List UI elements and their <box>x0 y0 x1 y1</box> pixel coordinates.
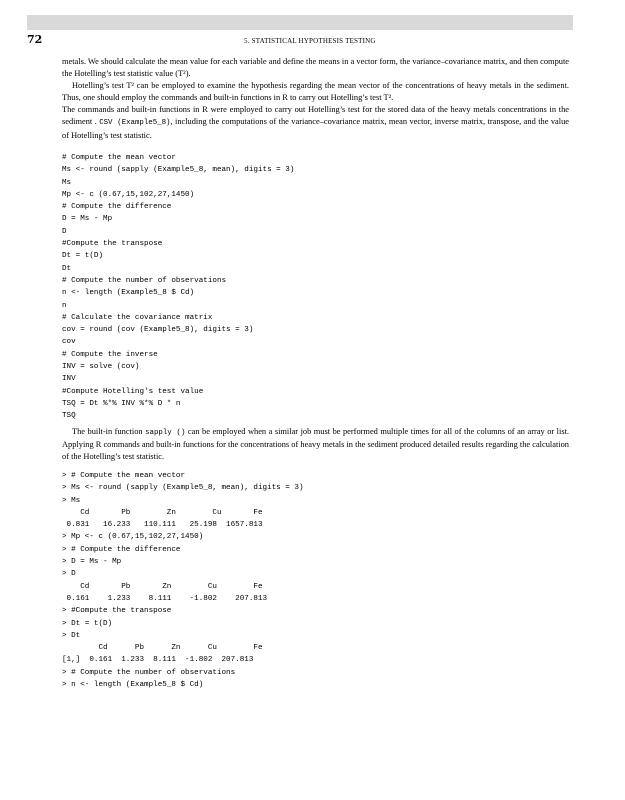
code-line: D <box>62 227 67 236</box>
page-number: 72 <box>27 33 43 46</box>
code-line: # Compute the inverse <box>62 350 158 359</box>
code-line: 0.831 16.233 110.111 25.198 1657.813 <box>62 521 263 530</box>
paragraph-3-text-b: , including the computations of the variance–covariance matrix, mean vector, inverse matrix, transpose, and the value of Hotelling’s test statistic. <box>62 117 569 140</box>
code-line: > # Compute the difference <box>62 545 181 554</box>
body-text-top <box>62 56 569 142</box>
code-line: Mp <- c (0.67,15,102,27,1450) <box>62 190 195 199</box>
code-line: Cd Pb Zn Cu Fe <box>62 582 263 591</box>
code-line: Dt = t(D) <box>62 252 104 261</box>
paragraph-2: Hotelling’s test T² can be employed to examine the hypothesis regarding the mean vector of the concentrations of heavy metals in the sediment. Thus, one should employ the commands and built-in functions in R to carry out Hotelling’s test T². <box>62 81 569 103</box>
code-line: INV <box>62 375 76 384</box>
code-block-2 <box>62 470 304 691</box>
code-line: # Compute the difference <box>62 203 172 212</box>
paragraph-3 <box>62 104 569 141</box>
paragraph-4 <box>62 426 569 463</box>
code-line: TSQ = Dt %*% INV %*% D * n <box>62 399 181 408</box>
code-line: [1,] 0.161 1.233 8.111 -1.802 207.813 <box>62 656 254 665</box>
paragraph-4-inline-code: sapply () <box>145 429 186 437</box>
code-line: > n <- length (Example5_8 $ Cd) <box>62 681 204 690</box>
code-line: #Compute Hotelling's test value <box>62 387 204 396</box>
paragraph-4-text-b: can be employed when a similar job must be performed multiple times for all of the columns of an array or list. Applying R commands and built-in functions for the concentrations of heavy metals in the sediment produced detailed results regarding the calculation of the Hotelling’s test statistic. <box>62 427 570 462</box>
code-line: > # Compute the mean vector <box>62 472 186 480</box>
paragraph-4-text-a: The built-in function <box>72 427 143 436</box>
paragraph-3-text-a: The commands and built-in functions in R were employed to carry out Hotelling’s test for the stored data of the heavy metals concentrations in the sediment . <box>62 105 569 127</box>
code-line: Ms <- round (sapply (Example5_8, mean), digits = 3) <box>62 166 295 175</box>
code-line: #Compute the transpose <box>62 240 163 249</box>
code-line: cov = round (cov (Example5_8), digits = 3) <box>62 326 254 335</box>
header-bar <box>27 15 573 30</box>
code-line: > Mp <- c (0.67,15,102,27,1450) <box>62 533 204 542</box>
code-line: # Calculate the covariance matrix <box>62 313 213 322</box>
code-line: # Compute the number of observations <box>62 276 227 285</box>
paragraph-1: metals. We should calculate the mean value for each variable and define the means in a vector form, the variance–covariance matrix, and then compute the Hotelling’s test statistic value (T²). <box>62 57 569 79</box>
body-text-middle <box>62 426 569 463</box>
code-line: # Compute the mean vector <box>62 154 176 162</box>
code-line: > Ms <- round (sapply (Example5_8, mean), digits = 3) <box>62 484 304 493</box>
code-line: > # Compute the number of observations <box>62 668 236 677</box>
code-line: > D = Ms - Mp <box>62 558 122 567</box>
running-head: 5. STATISTICAL HYPOTHESIS TESTING <box>244 37 376 45</box>
code-line: D = Ms - Mp <box>62 215 113 224</box>
code-line: cov <box>62 338 76 347</box>
code-line: TSQ <box>62 412 76 421</box>
paragraph-3-inline-code: CSV (Example5_8) <box>99 119 171 128</box>
code-line: INV = solve (cov) <box>62 363 140 372</box>
code-line: Cd Pb Zn Cu Fe <box>62 644 263 653</box>
code-line: Cd Pb Zn Cu Fe <box>62 508 263 517</box>
code-line: 0.161 1.233 8.111 -1.802 207.813 <box>62 594 268 603</box>
code-line: Ms <box>62 178 72 187</box>
code-line: n <- length (Example5_8 $ Cd) <box>62 289 195 298</box>
code-line: n <box>62 301 67 310</box>
code-block-1 <box>62 152 294 423</box>
code-line: > #Compute the transpose <box>62 607 172 616</box>
code-line: > D <box>62 570 76 579</box>
code-line: Dt <box>62 264 72 273</box>
code-line: > Ms <box>62 496 81 505</box>
code-line: > Dt = t(D) <box>62 619 113 628</box>
code-line: > Dt <box>62 631 81 640</box>
